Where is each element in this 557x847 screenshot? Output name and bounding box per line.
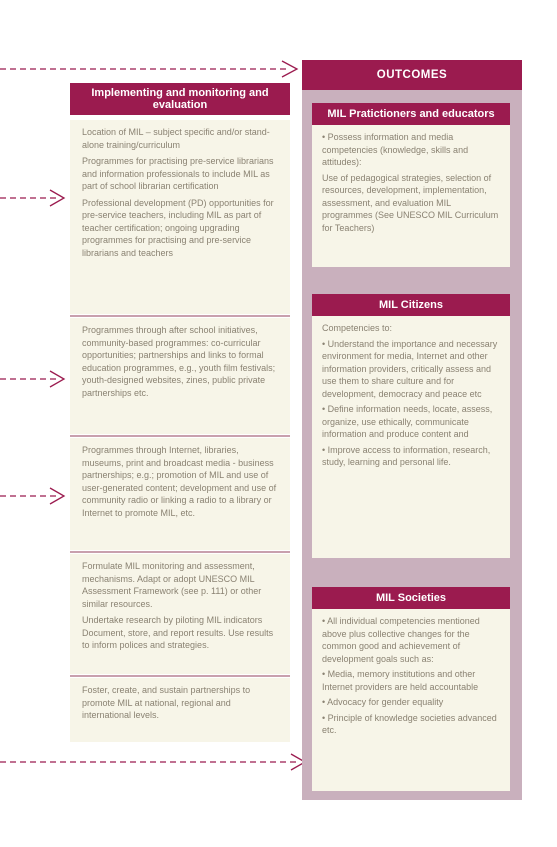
divider bbox=[70, 435, 290, 437]
practitioners-box bbox=[312, 125, 510, 267]
section-paragraph: • Media, memory institutions and other Internet providers are held accountable bbox=[322, 669, 479, 692]
section-title: MIL Societies bbox=[375, 592, 447, 604]
citizens-box bbox=[312, 316, 510, 558]
outcomes-title: OUTCOMES bbox=[376, 69, 448, 81]
implementing-header bbox=[70, 83, 290, 115]
left-paragraph: Programmes for practising pre-service librarians and information professionals to include MIL as part of school librarian certification bbox=[82, 156, 274, 191]
section-paragraph: • Understand the importance and necessary environment for media, Internet and other information providers, critically assess and use them to share culture and for development, democracy and peace etc bbox=[322, 338, 498, 399]
left-group-3 bbox=[70, 438, 290, 550]
left-paragraph: Location of MIL – subject specific and/or stand-alone training/curriculum bbox=[82, 127, 270, 150]
implementing-title: Implementing and monitoring and evaluation bbox=[91, 87, 269, 111]
left-paragraph: Foster, create, and sustain partnerships to promote MIL at national, regional and international levels. bbox=[82, 685, 251, 720]
left-paragraph: Undertake research by piloting MIL indicators Document, store, and report results. Use results to inform polices and strategies. bbox=[82, 615, 274, 650]
left-group-4 bbox=[70, 554, 290, 674]
section-paragraph: • Principle of knowledge societies advanced etc. bbox=[322, 712, 497, 735]
left-group-1 bbox=[70, 120, 290, 314]
societies-box bbox=[312, 609, 510, 791]
left-group-5 bbox=[70, 678, 290, 742]
citizens-header bbox=[312, 294, 510, 316]
left-group-2 bbox=[70, 318, 290, 434]
left-paragraph: Programmes through after school initiatives, community-based programmes: co-curricular opportunities; partnerships and links to formal education programmes, e.g., youth film festivals; youth-designed websites, zines, public private partnerships etc. bbox=[82, 325, 276, 398]
section-paragraph: • Define information needs, locate, assess, organize, use ethically, communicate information and produce content and bbox=[322, 404, 493, 439]
section-title: MIL Citizens bbox=[379, 299, 443, 311]
societies-header bbox=[312, 587, 510, 609]
left-paragraph: Programmes through Internet, libraries, museums, print and broadcast media - business partnerships; e.g.; promotion of MIL and use of user-generated content; development and use of community radio or linking a radio to a library or Internet to promote MIL, etc. bbox=[82, 445, 277, 518]
left-paragraph: Professional development (PD) opportunities for pre-service teachers, including MIL as part of teacher certification; ongoing upgrading programmes for practising and pre-service librarians and teachers bbox=[82, 197, 274, 258]
section-paragraph: • Improve access to information, research, study, learning and personal life. bbox=[322, 444, 491, 467]
section-paragraph: Use of pedagogical strategies, selection of resources, development, implementation, assessment, and evaluation MIL programmes (See UNESCO MIL Curriculum for Teachers) bbox=[322, 172, 499, 233]
section-paragraph: Competencies to: bbox=[322, 323, 393, 333]
section-paragraph: • Possess information and media competencies (knowledge, skills and attitudes): bbox=[322, 132, 469, 167]
divider bbox=[70, 675, 290, 677]
practitioners-header bbox=[312, 103, 510, 125]
outcomes-header bbox=[302, 60, 522, 90]
section-title: MIL Pratictioners and educators bbox=[327, 108, 495, 120]
section-paragraph: • Advocacy for gender equality bbox=[322, 697, 444, 707]
divider bbox=[70, 551, 290, 553]
section-paragraph: • All individual competencies mentioned above plus collective changes for the common good and achievement of development goals such as: bbox=[322, 616, 480, 664]
left-paragraph: Formulate MIL monitoring and assessment, mechanisms. Adapt or adopt UNESCO MIL Assessment Framework (see p. 111) or other similar resources. bbox=[82, 561, 262, 609]
divider bbox=[70, 315, 290, 317]
